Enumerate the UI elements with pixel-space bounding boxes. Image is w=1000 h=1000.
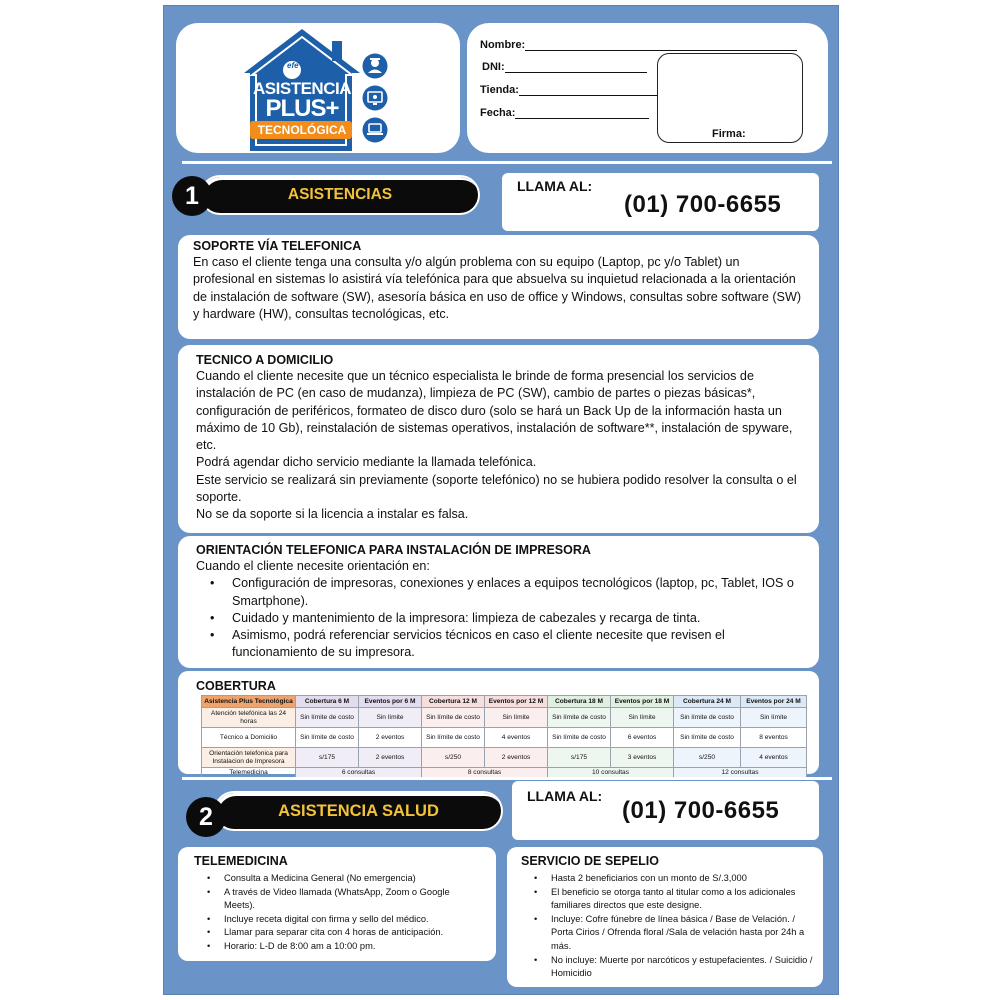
table-cell: 4 eventos: [741, 748, 807, 768]
section2-title: ASISTENCIA SALUD: [216, 793, 501, 829]
list-item: • Asimismo, podrá referenciar servicios técnicos en caso el cliente necesite que revisen el funcionamiento de su impresora.: [232, 627, 804, 662]
telemedicina-card: [178, 847, 496, 961]
table-header: Cobertura 6 M: [296, 696, 359, 708]
impresora-list: [196, 575, 804, 661]
sepelio-list: [521, 872, 815, 981]
list-item: • Horario: L-D de 8:00 am a 10:00 pm.: [224, 940, 481, 954]
table-header: Asistencia Plus Tecnológica: [202, 696, 296, 708]
call-label: LLAMA AL:: [517, 178, 593, 194]
table-cell: s/175: [296, 748, 359, 768]
brand-line1: ASISTENCIA: [253, 79, 351, 98]
tecnico-paragraph: Cuando el cliente necesite que un técnico especialista le brinde de forma presencial los servicios de instalación de PC (en caso de mudanza), limpieza de PC (SW), cambio de partes o piezas básicas*, configuración de periféricos, formateo de disco duro (solo se hará un Back Up de la información hasta un máximo de 10 Gb), reinstalación de sistemas operativos, instalación de software**, instalación de spyware, etc.: [196, 369, 793, 453]
tienda-label: Tienda:: [480, 84, 519, 96]
table-header: Eventos por 24 M: [741, 696, 807, 708]
soporte-body: En caso el cliente tenga una consulta y/o algún problema con su equipo (Laptop, pc y/o Tablet) un profesional en sistemas lo asistirá vía telefónica para que absuelva su inquietud relacionada a la orientación de instalación de software (SW), asesoría básica en uso de office y Windows, consultas sobre software (SW) y hardware (HW), consultas tecnológicas, etc.: [193, 255, 802, 321]
table-cell: Atención telefónica las 24 horas: [202, 708, 296, 728]
list-item: • Cuidado y mantenimiento de la impresora: limpieza de cabezales y recarga de tinta.: [232, 610, 804, 627]
tecnico-body: [196, 368, 804, 524]
table-cell: 6 consultas: [296, 768, 422, 778]
table-cell: 2 eventos: [485, 748, 548, 768]
impresora-card: [178, 536, 819, 668]
table-header: Eventos por 18 M: [611, 696, 674, 708]
table-cell: Sin límite de costo: [548, 708, 611, 728]
table-cell: Sin límite de costo: [674, 708, 741, 728]
call-label: LLAMA AL:: [527, 788, 603, 804]
table-cell: Sin límite de costo: [674, 728, 741, 748]
divider-bottom: [182, 777, 832, 780]
tecnico-title: TECNICO A DOMICILIO: [196, 353, 334, 367]
table-cell: 8 eventos: [741, 728, 807, 748]
list-item: • El beneficio se otorga tanto al titular como a los adicionales familiares directos que este designe.: [551, 886, 815, 913]
fecha-label: Fecha:: [480, 107, 516, 119]
soporte-title: SOPORTE VÍA TELEFONICA: [193, 239, 362, 253]
customer-form-card: [467, 23, 828, 153]
logo-card: [176, 23, 460, 153]
list-item: • Incluye receta digital con firma y sello del médico.: [224, 913, 481, 927]
brochure-sheet: [163, 5, 839, 995]
table-header: Eventos por 12 M: [485, 696, 548, 708]
table-cell: 12 consultas: [674, 768, 807, 778]
coverage-table: [201, 695, 807, 778]
table-cell: Técnico a Domicilio: [202, 728, 296, 748]
laptop-icon: [362, 117, 388, 143]
nombre-label: Nombre:: [480, 39, 526, 51]
table-header: Cobertura 24 M: [674, 696, 741, 708]
tienda-field[interactable]: [480, 84, 657, 96]
table-cell: s/250: [422, 748, 485, 768]
telemedicina-list: [194, 872, 481, 954]
table-cell: Sin límite de costo: [422, 708, 485, 728]
list-item: • Incluye: Cofre fúnebre de línea básica / Base de Velación. / Porta Cirios / Ofrenda floral /Sala de velación hasta por 24h a más.: [551, 913, 815, 954]
section1-call-card: [502, 173, 819, 231]
table-cell: Telemedicina: [202, 768, 296, 778]
dni-label: DNI:: [482, 61, 505, 73]
table-cell: 8 consultas: [422, 768, 548, 778]
nombre-field[interactable]: [480, 39, 797, 51]
list-item: • A través de Video llamada (WhatsApp, Zoom o Google Meets).: [224, 886, 481, 913]
cobertura-title: COBERTURA: [196, 679, 276, 693]
efe-mark: efe: [287, 61, 299, 70]
divider-top: [182, 161, 832, 164]
list-item: • Hasta 2 beneficiarios con un monto de S/.3,000: [551, 872, 815, 886]
technician-icon: [362, 53, 388, 79]
telemedicina-title: TELEMEDICINA: [194, 854, 288, 868]
table-cell: s/250: [674, 748, 741, 768]
brand-line2: PLUS+: [265, 95, 339, 122]
section2-number: 2: [186, 797, 226, 837]
table-cell: Sin límite de costo: [296, 728, 359, 748]
table-cell: Sin límite de costo: [296, 708, 359, 728]
table-cell: Sin límite: [741, 708, 807, 728]
table-cell: 4 eventos: [485, 728, 548, 748]
table-cell: Sin límite: [359, 708, 422, 728]
table-cell: Sin límite de costo: [548, 728, 611, 748]
section1-title: ASISTENCIAS: [202, 177, 478, 213]
impresora-title: ORIENTACIÓN TELEFONICA PARA INSTALACIÓN DE IMPRESORA: [196, 543, 591, 557]
section2-call-card: [512, 781, 819, 840]
tecnico-card: [178, 345, 819, 533]
table-cell: Sin límite de costo: [422, 728, 485, 748]
dni-field[interactable]: [482, 61, 647, 73]
list-item: • No incluye: Muerte por narcóticos y estupefacientes. / Suicidio / Homicidio: [551, 954, 815, 981]
table-cell: s/175: [548, 748, 611, 768]
phone-number[interactable]: (01) 700-6655: [622, 797, 780, 824]
table-header: Cobertura 12 M: [422, 696, 485, 708]
table-row: [202, 708, 807, 728]
tecnico-paragraph: Podrá agendar dicho servicio mediante la llamada telefónica.: [196, 455, 537, 470]
monitor-icon: [362, 85, 388, 111]
table-row: [202, 748, 807, 768]
section1-number: 1: [172, 176, 212, 216]
sepelio-title: SERVICIO DE SEPELIO: [521, 854, 660, 868]
table-header: Cobertura 18 M: [548, 696, 611, 708]
table-cell: Sin límite: [611, 708, 674, 728]
table-cell: 3 eventos: [611, 748, 674, 768]
list-item: • Llamar para separar cita con 4 horas de anticipación.: [224, 926, 481, 940]
list-item: • Consulta a Medicina General (No emergencia): [224, 872, 481, 886]
table-cell: 10 consultas: [548, 768, 674, 778]
table-cell: 6 eventos: [611, 728, 674, 748]
tecnico-paragraph: No se da soporte si la licencia a instalar es falsa.: [196, 507, 469, 522]
table-cell: Sin límite: [485, 708, 548, 728]
cobertura-card: [178, 671, 819, 774]
table-header: Eventos por 6 M: [359, 696, 422, 708]
table-row: [202, 768, 807, 778]
phone-number[interactable]: (01) 700-6655: [624, 191, 782, 218]
list-item: • Configuración de impresoras, conexiones y enlaces a equipos tecnológicos (laptop, pc, Tablet, IOS o Smartphone).: [232, 575, 804, 610]
sepelio-card: [507, 847, 823, 987]
table-cell: 2 eventos: [359, 748, 422, 768]
brand-line3: TECNOLÓGICA: [257, 123, 347, 137]
table-cell: 2 eventos: [359, 728, 422, 748]
fecha-field[interactable]: [480, 107, 649, 119]
soporte-card: [178, 235, 819, 339]
impresora-intro: Cuando el cliente necesite orientación en:: [196, 559, 430, 573]
firma-label: Firma:: [712, 128, 746, 140]
tecnico-paragraph: Este servicio se realizará sin previamente (soporte telefónico) no se hubiera podido resolver la consulta o el soporte.: [196, 472, 797, 505]
table-row: [202, 728, 807, 748]
table-cell: Orientación telefonica para Instalacion de Impresora: [202, 748, 296, 768]
